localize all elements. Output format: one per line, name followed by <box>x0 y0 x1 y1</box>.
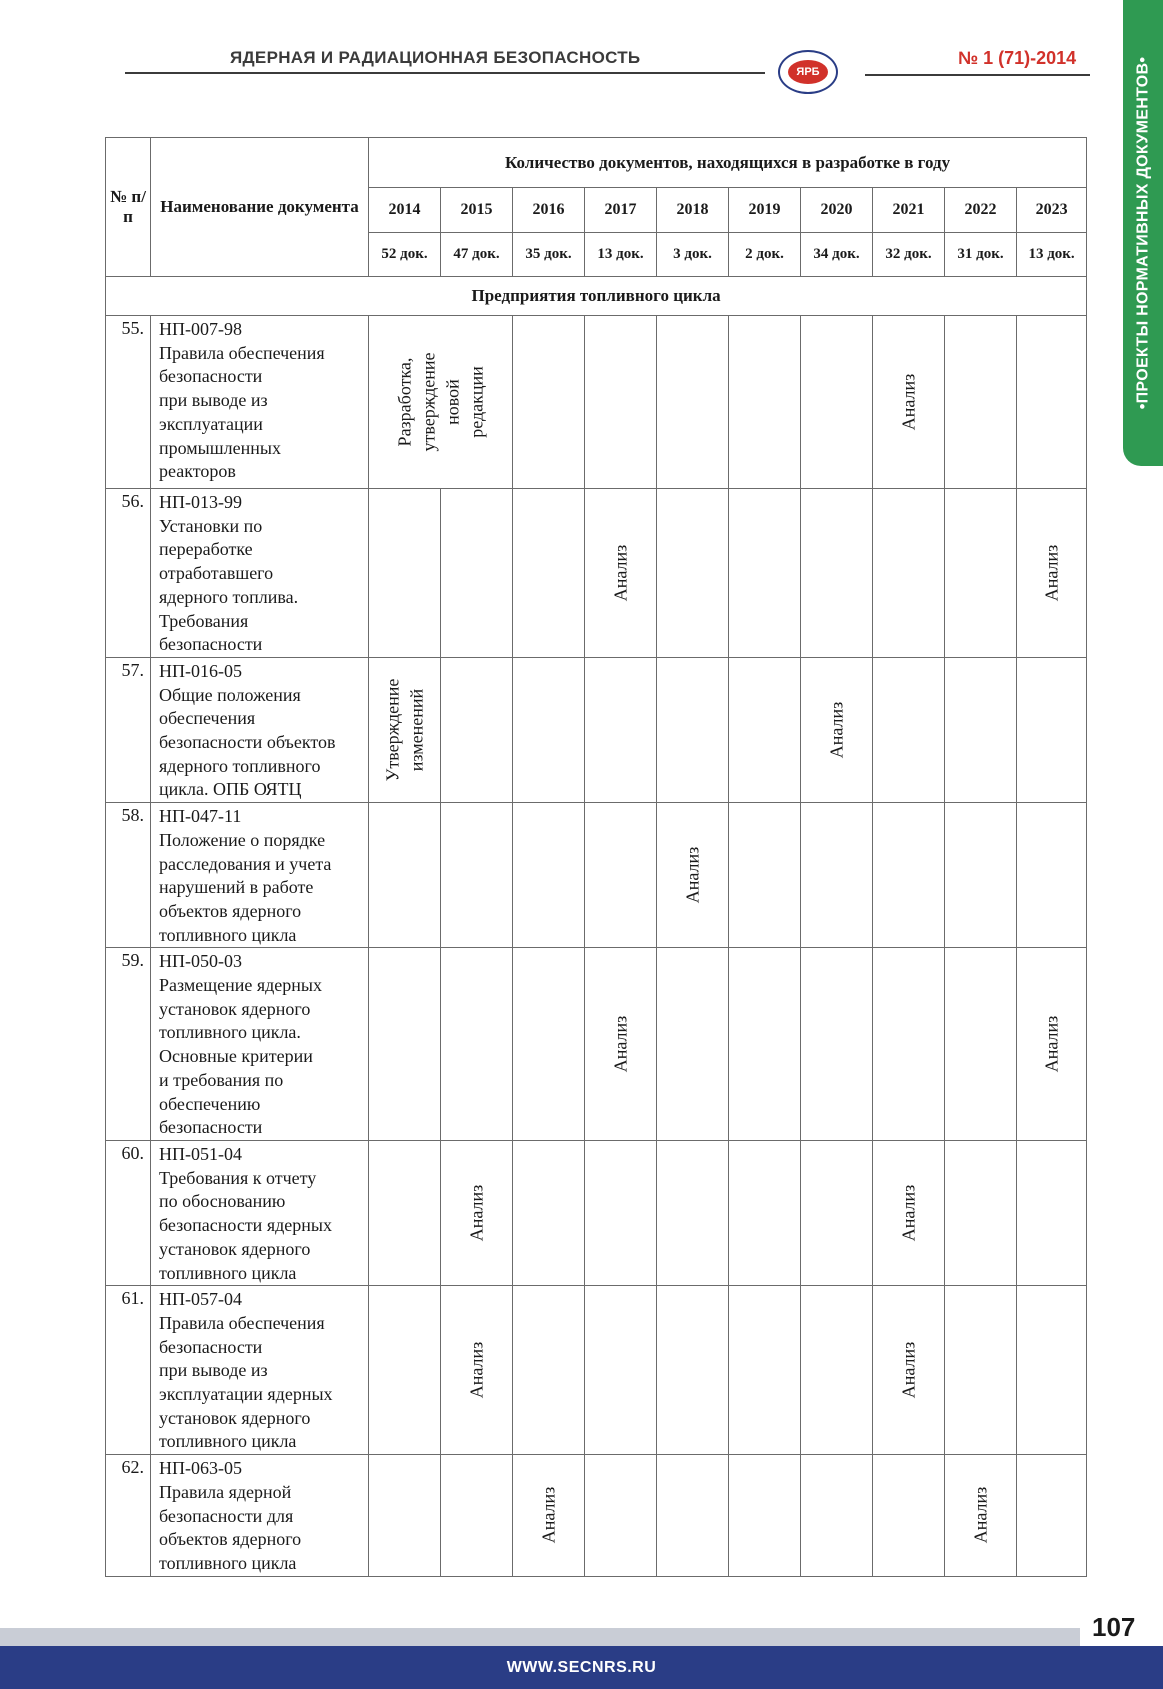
row-number: 55. <box>106 316 151 489</box>
status-text-line: Разработка, <box>394 357 415 447</box>
year-header-2022: 2022 <box>945 188 1017 233</box>
status-text-line: Анализ <box>466 1341 487 1399</box>
empty-cell-2020 <box>801 1140 873 1285</box>
document-name-line: НП-051-04 <box>159 1143 242 1164</box>
col-header-group: Количество документов, находящихся в разработке в году <box>369 138 1087 188</box>
document-name-line: реакторов <box>159 461 236 482</box>
document-name-line: объектов ядерного <box>159 900 302 921</box>
footer-url[interactable]: WWW.SECNRS.RU <box>506 1658 657 1676</box>
document-name-line: НП-057-04 <box>159 1289 242 1310</box>
year-header-2021: 2021 <box>873 188 945 233</box>
count-header-2017: 13 док. <box>585 233 657 277</box>
status-cell-2022 <box>945 1455 1017 1577</box>
document-name-line: безопасности <box>159 1336 263 1357</box>
footer-strip <box>0 1628 1080 1646</box>
document-name-line: НП-050-03 <box>159 951 242 972</box>
status-text-line: Анализ <box>970 1487 991 1544</box>
count-header-2016: 35 док. <box>513 233 585 277</box>
status-text <box>896 374 920 431</box>
document-name-line: НП-016-05 <box>159 660 242 681</box>
document-name-line: топливного цикла <box>159 924 297 945</box>
document-name-line: безопасности <box>159 634 263 655</box>
journal-title: ЯДЕРНАЯ И РАДИАЦИОННАЯ БЕЗОПАСНОСТЬ <box>230 48 641 67</box>
status-text-line: Анализ <box>826 701 847 759</box>
status-cell-2021 <box>873 316 945 489</box>
empty-cell-2022 <box>945 489 1017 658</box>
table-row <box>106 803 1087 948</box>
empty-cell-2021 <box>873 803 945 948</box>
status-text <box>608 545 632 602</box>
row-number: 59. <box>106 948 151 1141</box>
empty-cell-2018 <box>657 1140 729 1285</box>
empty-cell-2015 <box>441 803 513 948</box>
empty-cell-2019 <box>729 1286 801 1455</box>
document-name <box>151 948 369 1141</box>
status-cell-2017 <box>585 948 657 1141</box>
status-cell-2020 <box>801 657 873 802</box>
document-name-line: Установки по <box>159 515 263 536</box>
empty-cell-2021 <box>873 657 945 802</box>
empty-cell-2019 <box>729 803 801 948</box>
count-header-2014: 52 док. <box>369 233 441 277</box>
status-cell-2018 <box>657 803 729 948</box>
status-text-line: Анализ <box>466 1184 487 1242</box>
status-cell-2023 <box>1017 948 1087 1141</box>
status-cell-2023 <box>1017 489 1087 658</box>
document-name-line: расследования и учета <box>159 853 332 874</box>
status-cell-2021 <box>873 1140 945 1285</box>
status-cell-2015 <box>441 1286 513 1455</box>
document-name-line: Правила обеспечения <box>159 1312 325 1333</box>
document-name <box>151 316 369 489</box>
document-name-line: топливного цикла. <box>159 1022 301 1043</box>
empty-cell-2019 <box>729 1455 801 1577</box>
document-name-line: безопасности объектов <box>159 732 336 753</box>
status-text <box>896 1342 920 1399</box>
empty-cell-2022 <box>945 1140 1017 1285</box>
status-text-line: Анализ <box>610 544 631 602</box>
document-name-line: эксплуатации <box>159 413 263 434</box>
section-side-tab <box>1123 0 1163 466</box>
empty-cell-2023 <box>1017 657 1087 802</box>
count-header-2020: 34 док. <box>801 233 873 277</box>
document-name-line: и требования по <box>159 1069 284 1090</box>
status-cell-2017 <box>585 489 657 658</box>
status-text-line: Анализ <box>898 1341 919 1399</box>
status-text <box>393 352 489 451</box>
status-cell-2014 <box>369 316 513 489</box>
empty-cell-2017 <box>585 657 657 802</box>
table-row <box>106 1455 1087 1577</box>
year-header-2023: 2023 <box>1017 188 1087 233</box>
document-name-line: объектов ядерного <box>159 1529 302 1550</box>
empty-cell-2015 <box>441 657 513 802</box>
status-cell-2021 <box>873 1286 945 1455</box>
status-text-line: изменений <box>406 688 427 772</box>
document-name-line: НП-013-99 <box>159 492 242 512</box>
document-name-line: безопасности для <box>159 1505 294 1526</box>
document-name-line: установок ядерного <box>159 1407 311 1428</box>
count-header-2018: 3 док. <box>657 233 729 277</box>
status-text <box>824 702 848 759</box>
empty-cell-2020 <box>801 489 873 658</box>
page-number: 107 <box>1092 1612 1136 1642</box>
status-text-line: Утверждение <box>382 678 403 782</box>
empty-cell-2018 <box>657 316 729 489</box>
empty-cell-2014 <box>369 1286 441 1455</box>
document-name-line: безопасности <box>159 366 263 387</box>
empty-cell-2020 <box>801 1455 873 1577</box>
document-name-line: Требования к отчету <box>159 1167 317 1188</box>
header-rule-right <box>865 74 1090 76</box>
year-header-2015: 2015 <box>441 188 513 233</box>
document-name-line: НП-047-11 <box>159 806 242 827</box>
document-name-line: цикла. ОПБ ОЯТЦ <box>159 779 302 800</box>
document-name-line: топливного цикла <box>159 1431 297 1452</box>
status-cell-2014 <box>369 657 441 802</box>
document-name-line: Основные критерии <box>159 1046 313 1067</box>
row-number: 61. <box>106 1286 151 1455</box>
empty-cell-2019 <box>729 948 801 1141</box>
status-text <box>464 1185 488 1242</box>
document-name-line: переработке <box>159 539 253 560</box>
empty-cell-2018 <box>657 489 729 658</box>
row-number: 57. <box>106 657 151 802</box>
count-header-2015: 47 док. <box>441 233 513 277</box>
row-number: 60. <box>106 1140 151 1285</box>
document-name-line: Правила ядерной <box>159 1481 292 1502</box>
side-tab-label: •ПРОЕКТЫ НОРМАТИВНЫХ ДОКУМЕНТОВ• <box>1134 56 1151 410</box>
empty-cell-2017 <box>585 316 657 489</box>
count-header-2019: 2 док. <box>729 233 801 277</box>
empty-cell-2020 <box>801 316 873 489</box>
empty-cell-2018 <box>657 657 729 802</box>
logo-badge: ЯРБ <box>788 60 828 84</box>
document-name-line: при выводе из <box>159 1360 268 1381</box>
table-row <box>106 657 1087 802</box>
empty-cell-2016 <box>513 948 585 1141</box>
year-header-2019: 2019 <box>729 188 801 233</box>
status-text-line: новой <box>442 379 463 425</box>
empty-cell-2018 <box>657 1455 729 1577</box>
empty-cell-2018 <box>657 948 729 1141</box>
document-name-line: Правила обеспечения <box>159 342 325 363</box>
document-name-line: Положение о порядке <box>159 829 326 850</box>
empty-cell-2014 <box>369 1140 441 1285</box>
empty-cell-2017 <box>585 1140 657 1285</box>
document-name-line: безопасности ядерных <box>159 1215 332 1236</box>
document-name-line: топливного цикла <box>159 1552 297 1573</box>
status-text-line: Анализ <box>1041 544 1062 602</box>
empty-cell-2016 <box>513 657 585 802</box>
document-name-line: безопасности <box>159 1117 263 1138</box>
table-row <box>106 1140 1087 1285</box>
empty-cell-2016 <box>513 1140 585 1285</box>
document-name-line: Общие положения <box>159 684 301 705</box>
document-name-line: топливного цикла <box>159 1262 297 1283</box>
empty-cell-2023 <box>1017 803 1087 948</box>
empty-cell-2020 <box>801 803 873 948</box>
empty-cell-2015 <box>441 489 513 658</box>
document-name-line: обеспечения <box>159 708 256 729</box>
document-name-line: промышленных <box>159 437 281 458</box>
document-name-line: НП-063-05 <box>159 1458 242 1479</box>
empty-cell-2022 <box>945 657 1017 802</box>
header-rule-left <box>125 72 765 74</box>
status-text <box>536 1487 560 1544</box>
year-header-2017: 2017 <box>585 188 657 233</box>
empty-cell-2014 <box>369 489 441 658</box>
status-cell-2016 <box>513 1455 585 1577</box>
empty-cell-2020 <box>801 948 873 1141</box>
empty-cell-2019 <box>729 1140 801 1285</box>
empty-cell-2017 <box>585 803 657 948</box>
status-text-line: Анализ <box>610 1015 631 1073</box>
empty-cell-2022 <box>945 316 1017 489</box>
empty-cell-2023 <box>1017 1140 1087 1285</box>
year-header-2014: 2014 <box>369 188 441 233</box>
status-text <box>1040 1016 1064 1073</box>
empty-cell-2023 <box>1017 316 1087 489</box>
empty-cell-2016 <box>513 316 585 489</box>
document-name <box>151 1286 369 1455</box>
journal-logo <box>778 50 838 94</box>
empty-cell-2016 <box>513 1286 585 1455</box>
document-name-line: обеспечению <box>159 1093 261 1114</box>
issue-number: № 1 (71)-2014 <box>958 48 1077 68</box>
document-name-line: установок ядерного <box>159 998 311 1019</box>
document-name-line: Размещение ядерных <box>159 975 322 996</box>
document-name <box>151 489 369 658</box>
document-name-line: ядерного топлива. <box>159 586 299 607</box>
empty-cell-2023 <box>1017 1286 1087 1455</box>
empty-cell-2016 <box>513 803 585 948</box>
col-header-name: Наименование документа <box>151 138 369 277</box>
empty-cell-2018 <box>657 1286 729 1455</box>
document-name-line: при выводе из <box>159 390 268 411</box>
count-header-2022: 31 док. <box>945 233 1017 277</box>
year-header-2016: 2016 <box>513 188 585 233</box>
status-text <box>1040 545 1064 602</box>
empty-cell-2017 <box>585 1455 657 1577</box>
status-text-line: Анализ <box>898 373 919 431</box>
row-number: 56. <box>106 489 151 658</box>
empty-cell-2019 <box>729 489 801 658</box>
empty-cell-2014 <box>369 1455 441 1577</box>
table-row <box>106 489 1087 658</box>
status-text-line: редакции <box>466 366 487 438</box>
document-name-line: по обоснованию <box>159 1191 286 1212</box>
status-text-line: Анализ <box>538 1487 559 1544</box>
row-number: 62. <box>106 1455 151 1577</box>
status-text-line: Анализ <box>682 846 703 904</box>
empty-cell-2019 <box>729 316 801 489</box>
empty-cell-2021 <box>873 948 945 1141</box>
year-header-2020: 2020 <box>801 188 873 233</box>
document-name-line: Требования <box>159 610 249 631</box>
empty-cell-2022 <box>945 948 1017 1141</box>
empty-cell-2017 <box>585 1286 657 1455</box>
empty-cell-2015 <box>441 948 513 1141</box>
status-text <box>680 847 704 904</box>
empty-cell-2020 <box>801 1286 873 1455</box>
table-row <box>106 948 1087 1141</box>
document-name-line: НП-007-98 <box>159 319 242 339</box>
row-number: 58. <box>106 803 151 948</box>
status-cell-2015 <box>441 1140 513 1285</box>
document-name-line: установок ядерного <box>159 1238 311 1259</box>
status-text <box>608 1016 632 1073</box>
empty-cell-2021 <box>873 489 945 658</box>
status-text <box>896 1185 920 1242</box>
documents-table <box>105 137 1087 1577</box>
table-row <box>106 316 1087 489</box>
document-name <box>151 1140 369 1285</box>
section-title: Предприятия топливного цикла <box>106 277 1087 316</box>
footer-bar <box>0 1646 1163 1689</box>
col-header-number: № п/п <box>106 138 151 277</box>
empty-cell-2021 <box>873 1455 945 1577</box>
status-text-line: Анализ <box>1041 1015 1062 1073</box>
status-text <box>464 1342 488 1399</box>
document-name <box>151 803 369 948</box>
status-text <box>381 679 429 782</box>
empty-cell-2023 <box>1017 1455 1087 1577</box>
empty-cell-2014 <box>369 803 441 948</box>
empty-cell-2019 <box>729 657 801 802</box>
table-row <box>106 1286 1087 1455</box>
document-name-line: ядерного топливного <box>159 755 321 776</box>
empty-cell-2022 <box>945 803 1017 948</box>
count-header-2023: 13 док. <box>1017 233 1087 277</box>
document-name <box>151 657 369 802</box>
document-name-line: отработавшего <box>159 563 274 584</box>
empty-cell-2014 <box>369 948 441 1141</box>
status-text-line: утверждение <box>418 352 439 452</box>
status-text <box>968 1487 992 1544</box>
document-name <box>151 1455 369 1577</box>
document-name-line: эксплуатации ядерных <box>159 1384 333 1405</box>
year-header-2018: 2018 <box>657 188 729 233</box>
empty-cell-2015 <box>441 1455 513 1577</box>
document-name-line: нарушений в работе <box>159 877 314 898</box>
empty-cell-2016 <box>513 489 585 658</box>
empty-cell-2022 <box>945 1286 1017 1455</box>
status-text-line: Анализ <box>898 1184 919 1242</box>
count-header-2021: 32 док. <box>873 233 945 277</box>
